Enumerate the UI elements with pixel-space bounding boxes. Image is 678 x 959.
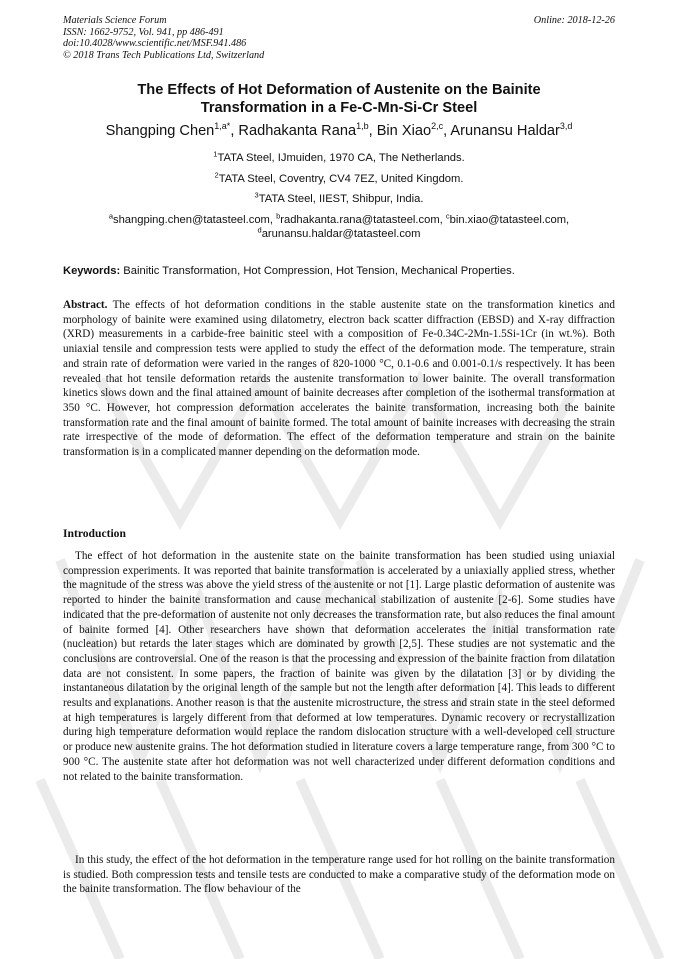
email-sup: c (445, 211, 450, 221)
author-separator: , (368, 123, 377, 139)
author-name: Arunansu Haldar (450, 123, 560, 139)
abstract-text: The effects of hot deformation conditions in the stable austenite state on the transformation kinetics and morphology of bainite were examined using dilatometry, electron back scatter diffraction (EBSD) and X-ray diffraction (XRD) measurements in a carbide-free bainitic steel with a composition of Fe-0.34C-2Mn-1.5Si-1Cr (in wt.%). Both uniaxial tensile and compression tests were applied to study the effect of the deformation mode. The temperature, strain and strain rate of deformation were varied in the ranges of 820-1000 °C, 0.1-0.6 and 0.001-0.1/s respectively. It has been revealed that hot tensile deformation retards the austenite transformation to lower bainite. The overall transformation kinetics slows down and the final attained amount of bainite decreases after completion of the isothermal transformation at 350 °C. However, hot compression deformation accelerates the bainite transformation, increasing both the bainite transformation rate and the final amount of bainite formed. The total amount of bainite increases with decreasing the strain rate irrespective of the mode of deformation. The effect of the deformation temperature and strain on the bainite transformation is in a complicated manner depending on the deformation mode. (63, 299, 615, 459)
affiliation-sup: 1 (213, 149, 218, 159)
author-separator: , (443, 123, 451, 139)
email-sup: b (276, 211, 281, 221)
journal-header (63, 15, 363, 61)
introduction-paragraph-1: The effect of hot deformation in the austenite state on the bainite transformation has been studied using uniaxial compression experiments. It was reported that bainite transformation is accelerated by a uniaxially applied stress, whether the magnitude of the stress was above the yield stress of the austenite or not [1]. Large plastic deformation of austenite was reported to hinder the bainite transformation and cause mechanical stabilization of austenite [2-6]. Some studies have indicated that the pre-deformation of austenite not only decreases the transformation rate, but also reduces the final amount of bainite formed [4]. Other researchers have shown that deformation accelerates the initial transformation rate (nucleation) but retards the later stages which are dominated by growth [2,5]. These studies are not systematic and the conclusions are controversial. One of the reason is that the processing and expression of the bainite fraction from dilatation data are not consistent. In some papers, the fraction of bainite was given by the dilatation [3] or by dividing the instantaneous dilatation by the original length of the sample but not the length after deformation [4]. This leads to different results and explanations. Another reason is that the austenite microstructure, the stress and strain state in the steel deformed at high temperatures is largely different from that deformed at low temperatures. Dynamic recovery or recrystallization during high temperature deformation would replace the random dislocation structure with a well-developed cell structure or produce new austenite grains. The hot deformation studied in literature covers a large temperature range, from 300 °C to 900 °C. The austenite state after hot deformation was not well characterized under different deformation conditions and not related to the bainite transformation. (63, 550, 615, 783)
affiliation-3 (60, 192, 618, 206)
email-address[interactable]: radhakanta.rana@tatasteel.com, (280, 214, 446, 226)
journal-doi: doi:10.4028/www.scientific.net/MSF.941.486 (63, 38, 247, 50)
affiliation-1 (60, 151, 618, 165)
introduction-paragraph-2: In this study, the effect of the hot deformation in the temperature range used for hot rolling on the bainite transformation is studied. Both compression tests and tensile tests are conducted to make a comparative study of the deformation mode on the bainite transformation. The flow behaviour of the (63, 854, 615, 896)
email-address[interactable]: shangping.chen@tatasteel.com, (112, 214, 277, 226)
journal-name: Materials Science Forum (63, 15, 167, 26)
abstract-label: Abstract. (63, 299, 108, 311)
abstract (63, 298, 615, 460)
email-address[interactable]: arunansu.haldar@tatasteel.com (261, 228, 421, 240)
introduction-heading: Introduction (63, 527, 126, 540)
email-sup: d (257, 225, 262, 235)
keywords-label: Keywords: (63, 265, 121, 277)
paper-title (60, 81, 618, 117)
affiliation-2 (60, 172, 618, 186)
author-sup: 3,d (559, 121, 573, 132)
email-list (60, 213, 618, 241)
affiliation-text: TATA Steel, IJmuiden, 1970 CA, The Netherlands. (217, 152, 465, 164)
affiliation-sup: 3 (254, 190, 259, 200)
email-address[interactable]: bin.xiao@tatasteel.com, (449, 214, 570, 226)
author-separator: , (230, 123, 239, 139)
affiliation-sup: 2 (214, 170, 219, 180)
email-sup: a (108, 211, 113, 221)
affiliation-text: TATA Steel, Coventry, CV4 7EZ, United Kingdom. (218, 173, 464, 185)
author-sup: 1,b (356, 121, 369, 132)
author-name: Radhakanta Rana (238, 123, 357, 139)
journal-issn: ISSN: 1662-9752, Vol. 941, pp 486-491 (63, 26, 224, 38)
author-name: Bin Xiao (376, 123, 432, 139)
author-sup: 2,c (431, 121, 444, 132)
keywords (63, 264, 615, 278)
journal-copyright: © 2018 Trans Tech Publications Ltd, Switzerland (63, 49, 265, 61)
author-name: Shangping Chen (105, 123, 215, 139)
affiliation-text: TATA Steel, IIEST, Shibpur, India. (258, 193, 424, 205)
keywords-text: Bainitic Transformation, Hot Compression, Hot Tension, Mechanical Properties. (120, 265, 515, 277)
online-date: Online: 2018-12-26 (533, 15, 615, 26)
author-list (40, 122, 638, 140)
title-line-1: The Effects of Hot Deformation of Austenite on the Bainite (137, 82, 541, 98)
title-line-2: Transformation in a Fe-C-Mn-Si-Cr Steel (200, 100, 478, 116)
author-sup: 1,a* (214, 121, 231, 132)
